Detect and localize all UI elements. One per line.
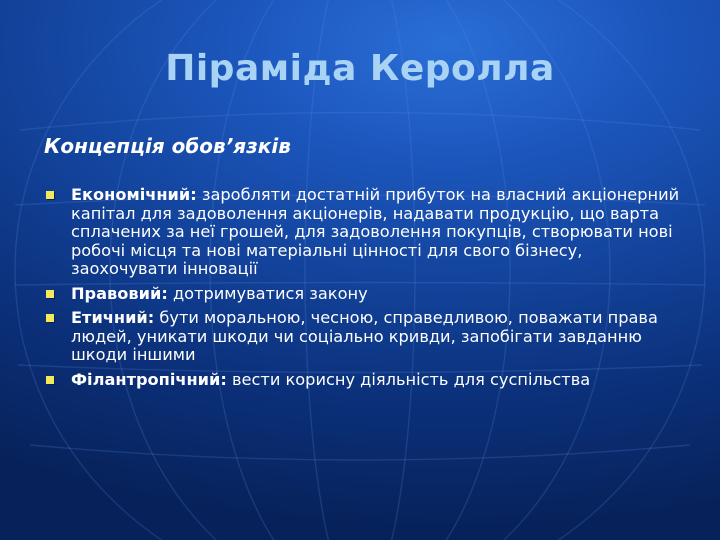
slide-title: Піраміда Керолла: [165, 48, 555, 89]
bullet-square-icon: [46, 376, 54, 384]
item-term: Правовий:: [71, 283, 168, 303]
item-text: бути моральною, чесною, справедливою, поважати права людей, уникати шкоди чи соціально кривди, запобігати завданню шкоди іншими: [71, 308, 658, 364]
bullet-square-icon: [46, 290, 54, 298]
item-text: дотримуватися закону: [167, 283, 368, 303]
list-item-legal: [44, 285, 684, 304]
bullet-square-icon: [46, 191, 54, 199]
item-term: Філантропічний:: [71, 369, 227, 389]
list-item-economic: [44, 186, 684, 279]
responsibilities-list: [44, 186, 684, 395]
bullet-square-icon: [46, 314, 54, 322]
list-item-ethical: [44, 309, 684, 365]
slide-subtitle: Концепція обов’язків: [44, 134, 291, 158]
item-text: заробляти достатній прибуток на власний акціонерний капітал для задоволення акціонерів, надавати продукцію, що варта сплачених за неї грошей, для задоволення покупців, створювати нові робочі місця та нові матеріальні цінності для свого бізнесу, заохочувати інновації: [71, 185, 680, 278]
item-term: Економічний:: [71, 185, 197, 204]
list-item-philanthropic: [44, 371, 684, 390]
item-term: Етичний:: [71, 308, 155, 327]
item-text: вести корисну діяльність для суспільства: [226, 369, 591, 389]
